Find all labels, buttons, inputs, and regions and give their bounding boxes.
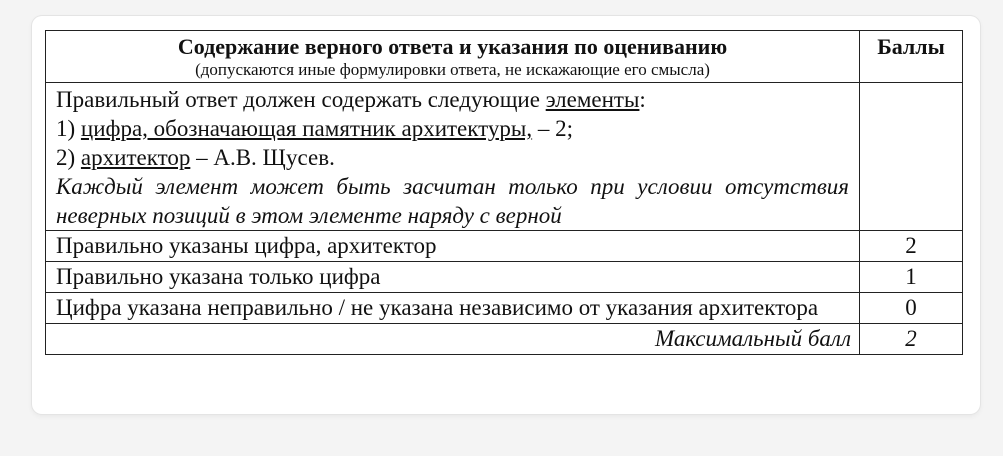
criterion-score: 0	[860, 293, 963, 324]
rubric-card	[32, 16, 980, 414]
criterion-row	[46, 293, 963, 324]
max-score-value: 2	[860, 324, 963, 355]
answer-element-1-value: – 2;	[532, 116, 573, 141]
header-subtitle: (допускаются иные формулировки ответа, не искажающие его смысла)	[195, 60, 710, 79]
answer-element-1-number: 1)	[56, 116, 81, 141]
criterion-row	[46, 262, 963, 293]
answer-element-2	[56, 143, 849, 172]
answer-element-2-number: 2)	[56, 145, 81, 170]
criterion-text: Правильно указаны цифра, архитектор	[46, 231, 860, 262]
max-score-row	[46, 324, 963, 355]
answer-intro-text: Правильный ответ должен содержать следующие	[56, 87, 546, 112]
answer-intro-suffix: :	[639, 87, 646, 112]
criterion-score: 2	[860, 231, 963, 262]
criterion-row	[46, 231, 963, 262]
table-header-row	[46, 31, 963, 83]
criterion-text: Правильно указана только цифра	[46, 262, 860, 293]
answer-intro	[56, 85, 849, 114]
answer-score-cell	[860, 83, 963, 231]
criterion-text: Цифра указана неправильно / не указана независимо от указания архитектора	[46, 293, 860, 324]
content-column-header	[46, 31, 860, 83]
answer-note: Каждый элемент может быть засчитан только при условии отсутствия неверных позиций в этом элементе наряду с верной	[56, 174, 849, 228]
scoring-table	[45, 30, 963, 355]
score-column-header: Баллы	[860, 31, 963, 83]
answer-content	[46, 83, 860, 231]
answer-element-1	[56, 114, 849, 143]
header-title: Содержание верного ответа и указания по оцениванию	[177, 34, 728, 59]
answer-element-2-value: – А.В. Щусев.	[190, 145, 335, 170]
answer-row	[46, 83, 963, 231]
answer-element-1-label: цифра, обозначающая памятник архитектуры,	[80, 116, 533, 141]
max-score-label: Максимальный балл	[46, 324, 860, 355]
answer-element-2-label: архитектор	[80, 145, 191, 170]
answer-intro-underlined: элементы	[545, 87, 640, 112]
criterion-score: 1	[860, 262, 963, 293]
